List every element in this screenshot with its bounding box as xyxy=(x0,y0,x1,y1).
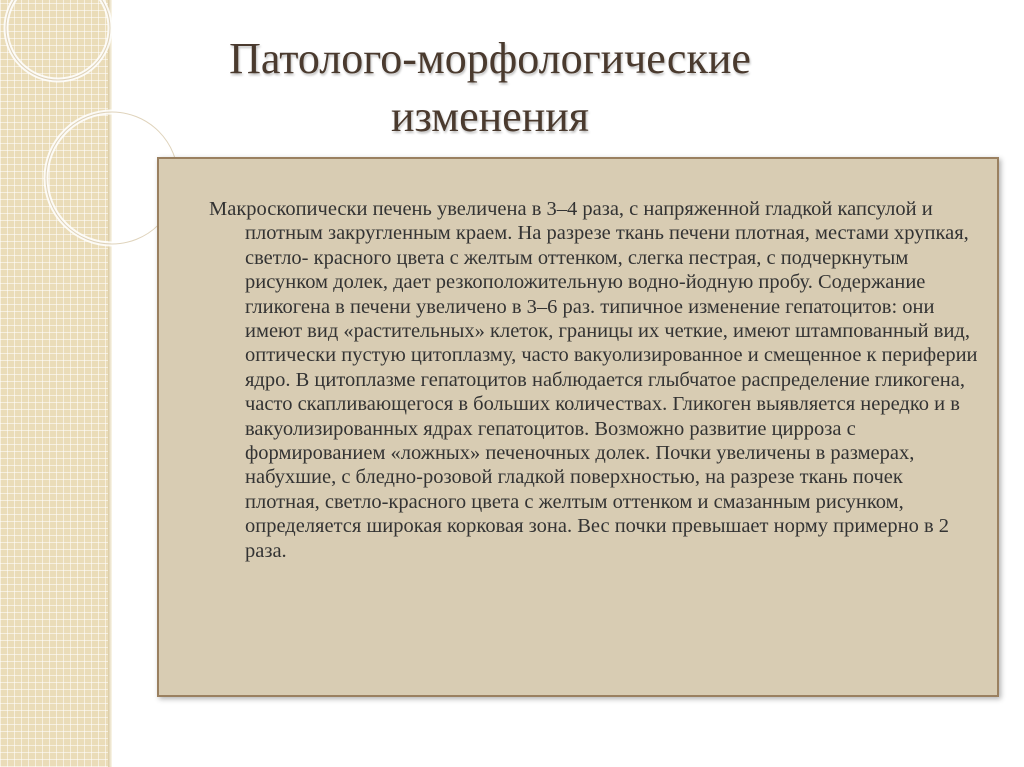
content-box xyxy=(157,157,999,697)
body-text: Макроскопически печень увеличена в 3–4 раза, с напряженной гладкой капсулой и плотным закругленным краем. На разрезе ткань печени плотная, местами хрупкая, светло- красного цвета с желтым оттенком, слегка пестрая, с подчеркнутым рисунком долек, дает резкоположительную водно-йодную пробу. Содержание гликогена в печени увеличено в 3–6 раз. типичное изменение гепатоцитов: они имеют вид «растительных» клеток, границы их четкие, имеют штампованный вид, оптически пустую цитоплазму, часто вакуолизированное и смещенное к периферии ядро. В цитоплазме гепатоцитов наблюдается глыбчатое распределение гликогена, часто скапливающегося в больших количествах. Гликоген выявляется нередко и в вакуолизированных ядрах гепатоцитов. Возможно развитие цирроза с формированием «ложных» печеночных долек. Почки увеличены в размерах, набухшие, с бледно-розовой гладкой поверхностью, на разрезе ткань почек плотная, светло-красного цвета с желтым оттенком и смазанным рисунком, определяется широкая корковая зона. Вес почки превышает норму примерно в 2 раза. xyxy=(209,198,978,562)
slide-title: Патолого-морфологические изменения xyxy=(229,34,751,141)
decorative-rings xyxy=(0,0,180,260)
